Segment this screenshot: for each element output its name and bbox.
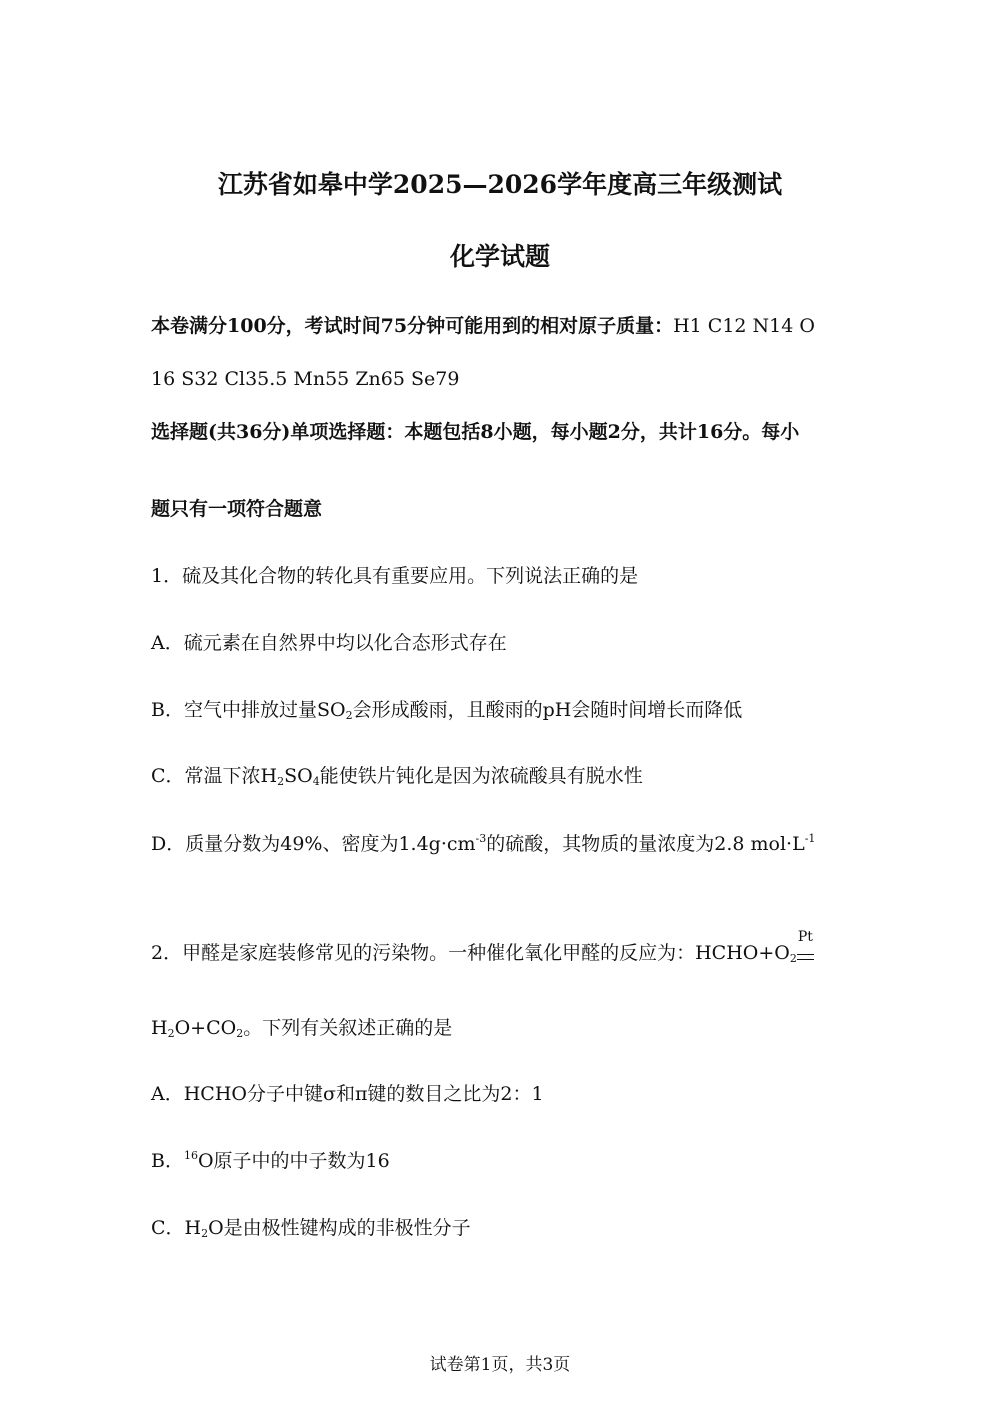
question-1-stem: 1．硫及其化合物的转化具有重要应用。下列说法正确的是 [151, 565, 639, 587]
question-2-option-b: B．$^{16}$O原子中的中子数为16 [151, 1149, 390, 1172]
atomic-masses-part2: 16 S32 Cl35.5 Mn55 Zn65 Se79 [151, 368, 460, 390]
catalyst-label: Pt [797, 929, 813, 945]
exam-title: 江苏省如皋中学2025—2026学年度高三年级测试 [217, 170, 783, 199]
section-heading-line-1: 选择题(共36分)单项选择题：本题包括8小题，每小题2分，共计16分。每小 [151, 421, 800, 443]
question-1-option-a: A．硫元素在自然界中均以化合态形式存在 [151, 632, 507, 654]
intro-bold-text: 本卷满分100分，考试时间75分钟可能用到的相对原子质量： [151, 315, 674, 337]
section-heading-line-2: 题只有一项符合题意 [151, 498, 323, 520]
atomic-masses-part1: H1 C12 N14 O [673, 315, 815, 337]
question-1-option-b: B．空气中排放过量$SO_2$会形成酸雨，且酸雨的pH会随时间增长而降低 [151, 699, 743, 722]
question-1-option-d: D．质量分数为49%、密度为$1.4g\cdot cm^{-3}$的硫酸，其物质的量浓度为2.8 $mol\cdot L^{-1}$ [151, 832, 816, 855]
question-2-stem-line-1: 2．甲醛是家庭装修常见的污染物。一种催化氧化甲醛的反应为：$HCHO+O_2$ Pt [151, 929, 813, 965]
intro-line-1 [151, 317, 815, 336]
page-footer: 试卷第1页，共3页 [429, 1355, 571, 1375]
question-2-stem-line-2: $H_2O+CO_2$。下列有关叙述正确的是 [151, 1017, 453, 1040]
exam-subtitle: 化学试题 [449, 242, 550, 271]
reaction-equals-sign [797, 929, 815, 962]
question-2-option-a: A．HCHO分子中键σ和π键的数目之比为2：1 [151, 1083, 544, 1105]
question-1-option-c: C．常温下浓$H_2SO_4$能使铁片钝化是因为浓硫酸具有脱水性 [151, 765, 643, 788]
question-2-option-c: C．$H_2O$是由极性键构成的非极性分子 [151, 1217, 471, 1240]
